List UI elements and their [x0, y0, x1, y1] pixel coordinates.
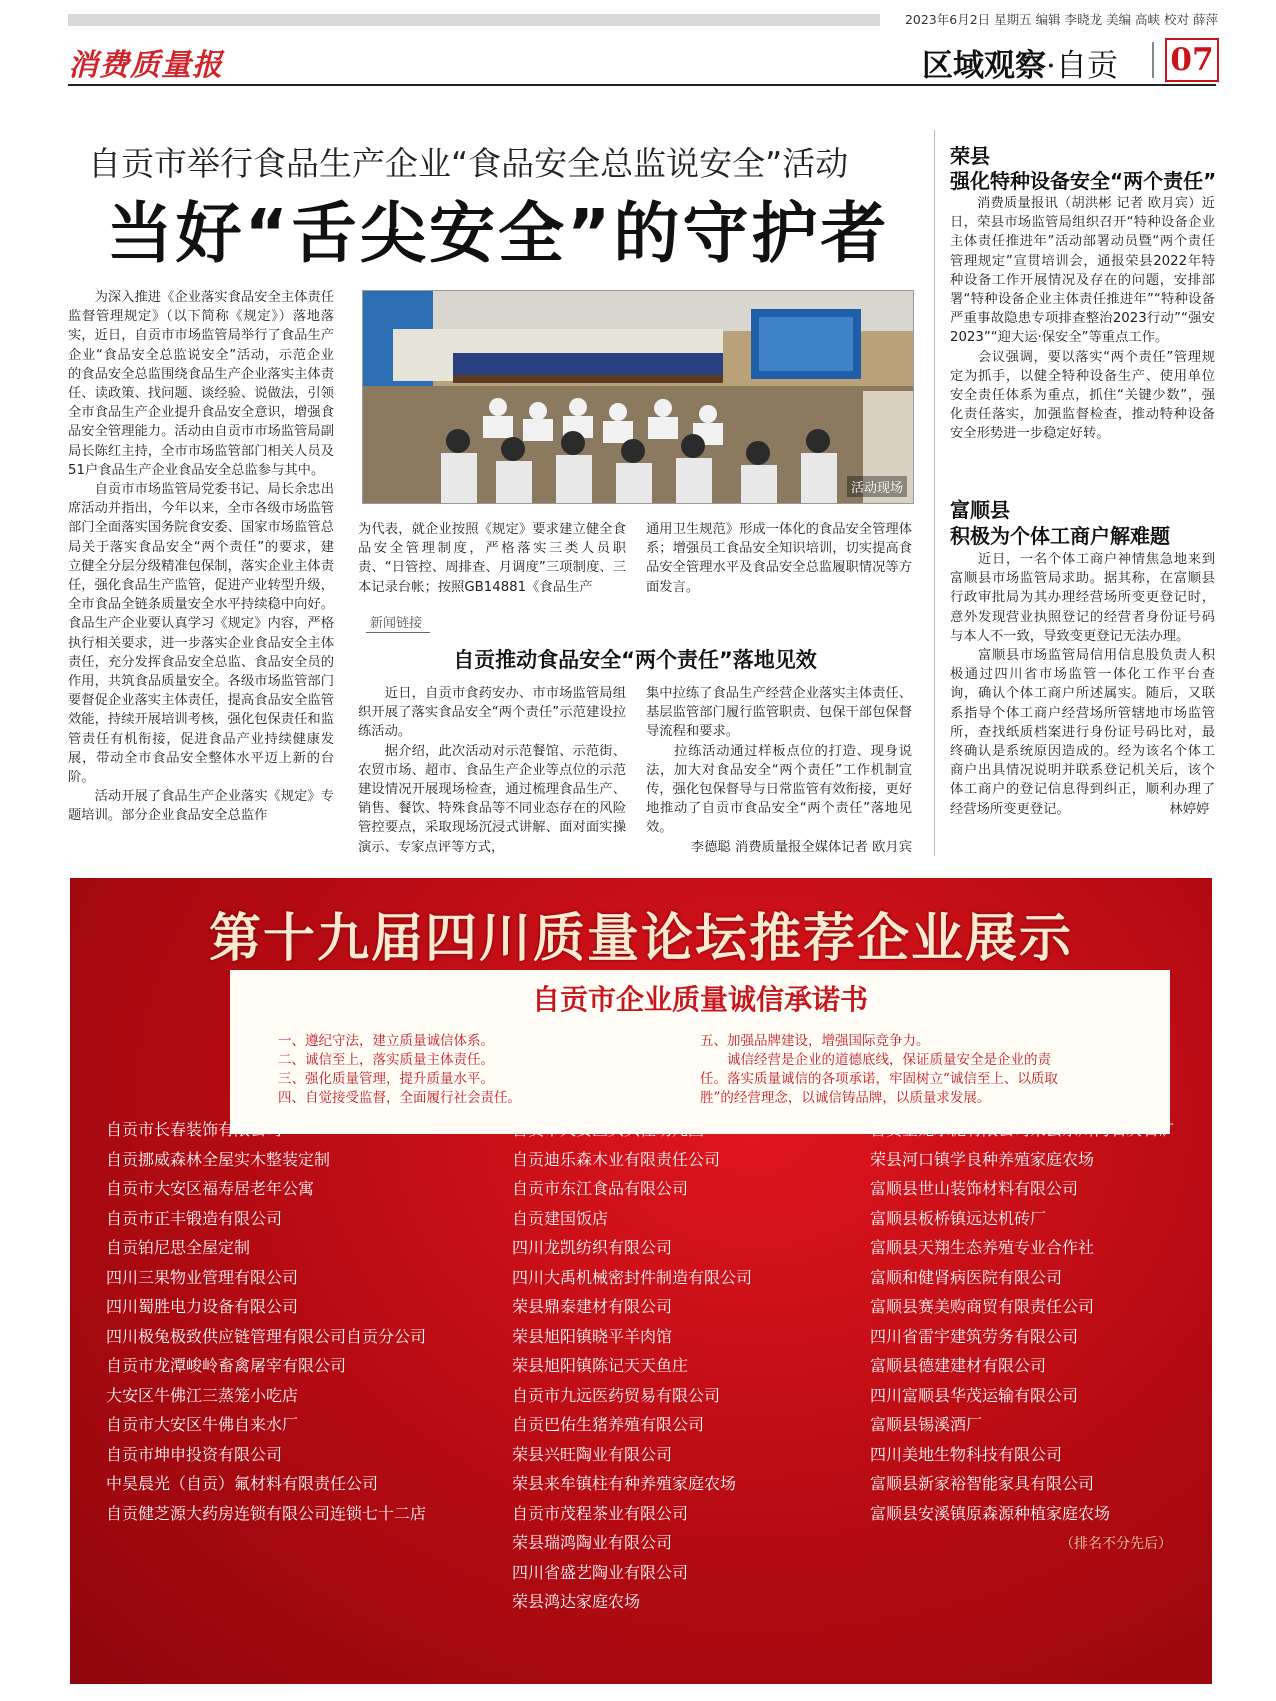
header-decor-bar — [68, 14, 880, 26]
company-item: 自贡市九远医药贸易有限公司 — [512, 1385, 721, 1405]
pledge-item: 四、自觉接受监督，全面履行社会责任。 — [278, 1090, 521, 1106]
pledge-item: 胜”的经营理念，以诚信铸品牌，以质量求发展。 — [700, 1090, 991, 1106]
company-item: 自贡市正丰锻造有限公司 — [106, 1208, 283, 1228]
issue-meta: 2023年6月2日 星期五 编辑 李晓龙 美编 高峡 校对 薛萍 — [904, 12, 1218, 27]
article-column-1: 为深入推进《企业落实食品安全主体责任监督管理规定》（以下简称《规定》）落地落实，近日，自贡市市场监管局举行了食品生产企业“食品安全总监说安全”活动，示范企业的食品安全总监围绕食品生产企业落实主体责任、读政策、找问题、谈经验、说做法，引领全市食品生产企业提升食品安全意识，增强食品安全管理能力。活动由自贡市市场监管局副局长陈红主持，全市市场监管部门相关人员及51户食品生产企业食品安全总监参与其中。 自贡市市场监管局党委书记、局长余忠出席活动并指出，今年以来，全市各级市场监管部门全面落实国务院食安委、国家市场监管总局关于落实食品安全“两个责任”的要求，建立健全分层分级精准包保制，落实企业主体责任，强化食品生产监管，促进产业转型升级，全市食品全链条质量安全水平持续稳中向好。食品生产企业要认真学习《规定》内容，严格执行相关要求，进一步落实企业食品安全主体责任，充分发挥食品安全总监、食品安全员的作用，共筑食品质量安全。各级市场监管部门要督促企业落实主体责任，提高食品安全监管效能，持续开展培训考核，强化包保责任和监管责任有机衔接，促进食品产业持续健康发展，带动全市食品安全整体水平迈上新的台阶。 活动开展了食品生产企业落实《规定》专题培训。部分企业食品安全总监作 — [68, 290, 334, 824]
company-item: 四川富顺县华茂运输有限公司 — [870, 1385, 1079, 1405]
side-story-2-title: 积极为个体工商户解难题 — [950, 524, 1170, 548]
company-item: 自贡铂尼思全屋定制 — [106, 1238, 251, 1257]
company-item: 自贡市大安区福寿居老年公寓 — [106, 1179, 315, 1198]
company-item: 自贡挪威森林全屋实木整装定制 — [106, 1149, 331, 1169]
company-item: 四川美地生物科技有限公司 — [870, 1444, 1063, 1464]
pledge-items-left — [278, 1032, 668, 1108]
column-divider — [934, 130, 935, 856]
company-item: 荣县河口镇学良种养殖家庭农场 — [870, 1149, 1095, 1169]
company-item: 四川蜀胜电力设备有限公司 — [106, 1297, 299, 1316]
company-list-column-3 — [870, 1115, 1174, 1528]
company-item: 自贡市坤申投资有限公司 — [106, 1444, 283, 1464]
ranking-note: （排名不分先后） — [1060, 1536, 1172, 1552]
pledge-item: 诚信经营是企业的道德底线，保证质量安全是企业的责 — [700, 1052, 1051, 1068]
newspaper-logo: 消费质量报 — [68, 48, 223, 83]
section-sub: ·自贡 — [1046, 48, 1118, 84]
pledge-item: 一、遵纪守法，建立质量诚信体系。 — [278, 1033, 494, 1049]
pledge-item: 任。落实质量诚信的各项承诺，牢固树立“诚信至上、以质取 — [700, 1071, 1058, 1087]
news-link-byline: 李德聪 消费质量报全媒体记者 欧月宾 — [690, 840, 912, 855]
news-link-badge: 新闻链接 — [366, 612, 430, 633]
company-item: 富顺县天翔生态养殖专业合作社 — [870, 1238, 1095, 1257]
company-item: 自贡迪乐森木业有限责任公司 — [512, 1149, 721, 1169]
company-list-column-1 — [106, 1115, 426, 1528]
side-story-2-body: 近日，一名个体工商户神情焦急地来到富顺县市场监管局求助。据其称，在富顺县行政审批局为其办理经营场所变更登记时，意外发现营业执照登记的经营者身份证号码与本人不一致，导致变更登记无法办理。 富顺县市场监管局信用信息股负责人积极通过四川省市场监管一体化工作平台查询，确认个体工商户所述属实。随后，又联系指导个体工商户经营场所管辖地市场监管所，查找纸质档案进行身份证号码比对，最终确认是系统原因造成的。经为该名个体工商户出具情况说明并联系登记机关后，该个体工商户的登记信息得到纠正，顺利办理了经营场所变更登记。 林婷婷 — [950, 552, 1215, 817]
company-item: 自贡金龙水泥有限公司荣县东川沟石灰石矿 — [870, 1120, 1175, 1139]
news-link-column-2: 集中拉练了食品生产经营企业落实主体责任、基层监管部门履行监管职责、包保干部包保督导流程和要求。 拉练活动通过样板点位的打造、现身说法，加大对食品安全“两个责任”工作机制宣传，强化包保督导与日常监管有效衔接，更好地推动了自贡市食品安全“两个责任”落地见效。 — [646, 686, 912, 836]
company-item: 自贡健芝源大药房连锁有限公司连锁七十二店 — [106, 1503, 427, 1523]
banner-title: 第十九届四川质量论坛推荐企业展示 — [208, 909, 1073, 969]
page-number: 07 — [1165, 38, 1219, 82]
pledge-items-right — [700, 1032, 1140, 1108]
company-item: 四川省雷宇建筑劳务有限公司 — [870, 1326, 1079, 1346]
company-item: 富顺县新家裕智能家具有限公司 — [870, 1474, 1095, 1493]
company-item: 富顺县锡溪酒厂 — [870, 1415, 983, 1434]
article-kicker: 自贡市举行食品生产企业“食品安全总监说安全”活动 — [88, 144, 849, 183]
company-item: 富顺县赛美购商贸有限责任公司 — [870, 1297, 1095, 1316]
company-item: 自贡建国饭店 — [512, 1208, 609, 1228]
company-item: 自贡巴佑生猪养殖有限公司 — [512, 1415, 705, 1434]
pledge-box — [230, 970, 1170, 1134]
side-story-1-body: 消费质量报讯（胡洪彬 记者 欧月宾）近日，荣县市场监管局组织召开“特种设备企业主体责任推进年”活动部署动员暨“两个责任管理规定”宣贯培训会，通报荣县2022年特种设备工作开展情况及存在的问题，安排部署“特种设备企业主体责任推进年”“特种设备严重事故隐患专项排查整治2023行动”“强安2023”“迎大运·保安全”等重点工作。 会议强调，要以落实“两个责任”管理规定为抓手，以健全特种设备生产、使用单位安全责任体系为重点，抓住“关键少数”，强化责任落实，加强监督检查，推动特种设备安全形势进一步稳定好转。 — [950, 196, 1215, 442]
company-item: 荣县旭阳镇晓平羊肉馆 — [512, 1326, 673, 1346]
company-item: 富顺县板桥镇远达机砖厂 — [870, 1208, 1047, 1228]
company-item: 自贡市茂程茶业有限公司 — [512, 1503, 689, 1523]
section-main: 区域观察 — [922, 48, 1046, 84]
pledge-title: 自贡市企业质量诚信承诺书 — [531, 983, 868, 1016]
pledge-item: 五、加强品牌建设，增强国际竞争力。 — [700, 1033, 930, 1049]
company-item: 中昊晨光（自贡）氟材料有限责任公司 — [106, 1474, 379, 1493]
company-item: 荣县来牟镇柱有种养殖家庭农场 — [512, 1474, 737, 1493]
meeting-photo-illustration — [363, 291, 913, 503]
company-item: 自贡市大安区贝贝佳幼儿园 — [512, 1120, 705, 1139]
company-item: 荣县旭阳镇陈记天天鱼庄 — [512, 1356, 689, 1375]
side-story-2-place: 富顺县 — [950, 498, 1010, 522]
pledge-item: 二、诚信至上，落实质量主体责任。 — [278, 1052, 494, 1068]
company-item: 四川三果物业管理有限公司 — [106, 1267, 299, 1287]
article-headline: 当好“舌尖安全”的守护者 — [106, 195, 890, 272]
company-item: 荣县鸿达家庭农场 — [512, 1592, 641, 1611]
company-item: 大安区牛佛江三蒸笼小吃店 — [106, 1385, 299, 1405]
company-list-column-2 — [512, 1115, 752, 1617]
news-link-title: 自贡推动食品安全“两个责任”落地见效 — [453, 648, 817, 672]
news-link-column-1: 近日，自贡市食药安办、市市场监管局组织开展了落实食品安全“两个责任”示范建设拉练活动。 据介绍，此次活动对示范餐馆、示范街、农贸市场、超市、食品生产企业等点位的示范建设情况开展现场检查，通过梳理食品生产、销售、餐饮、特殊食品等不同业态存在的风险管控要点，采取现场沉浸式讲解、面对面实操演示、专家点评等方式， — [358, 686, 626, 855]
company-item: 自贡市长春装饰有限公司 — [106, 1120, 283, 1139]
side-story-1-title: 强化特种设备安全“两个责任” — [950, 169, 1217, 193]
photo-caption: 活动现场 — [847, 476, 907, 497]
section-title — [922, 40, 1118, 85]
company-item: 四川极兔极致供应链管理有限公司自贡分公司 — [106, 1326, 427, 1346]
header-divider — [1152, 42, 1154, 78]
header-rule — [68, 84, 1216, 86]
pledge-item: 三、强化质量管理，提升质量水平。 — [278, 1071, 494, 1087]
company-item: 富顺县安溪镇原森源种植家庭农场 — [870, 1503, 1111, 1523]
company-item: 四川省盛艺陶业有限公司 — [512, 1562, 689, 1582]
company-item: 富顺县世山装饰材料有限公司 — [870, 1179, 1079, 1198]
company-item: 富顺和健肾病医院有限公司 — [870, 1267, 1063, 1287]
article-column-2: 为代表，就企业按照《规定》要求建立健全食品安全管理制度，严格落实三类人员职责、“日管控、周排查、月调度”三项制度、三本记录台帐；按照GB14881《食品生产 — [358, 522, 626, 595]
company-item: 四川大禹机械密封件制造有限公司 — [512, 1267, 753, 1287]
company-item: 荣县瑞鸿陶业有限公司 — [512, 1533, 673, 1552]
side-story-1-place: 荣县 — [950, 144, 990, 168]
company-item: 四川龙凯纺织有限公司 — [512, 1238, 673, 1257]
company-item: 自贡市东江食品有限公司 — [512, 1179, 689, 1198]
event-photo — [362, 290, 914, 504]
company-item: 自贡市大安区牛佛自来水厂 — [106, 1415, 299, 1434]
company-item: 荣县鼎泰建材有限公司 — [512, 1297, 673, 1316]
article-column-3: 通用卫生规范》形成一体化的食品安全管理体系；增强员工食品安全知识培训，切实提高食品安全管理水平及食品安全总监履职情况等方面发言。 — [646, 522, 912, 595]
company-item: 富顺县德建建材有限公司 — [870, 1356, 1047, 1375]
company-item: 荣县兴旺陶业有限公司 — [512, 1444, 673, 1464]
company-item: 自贡市龙潭峻岭畜禽屠宰有限公司 — [106, 1356, 347, 1375]
